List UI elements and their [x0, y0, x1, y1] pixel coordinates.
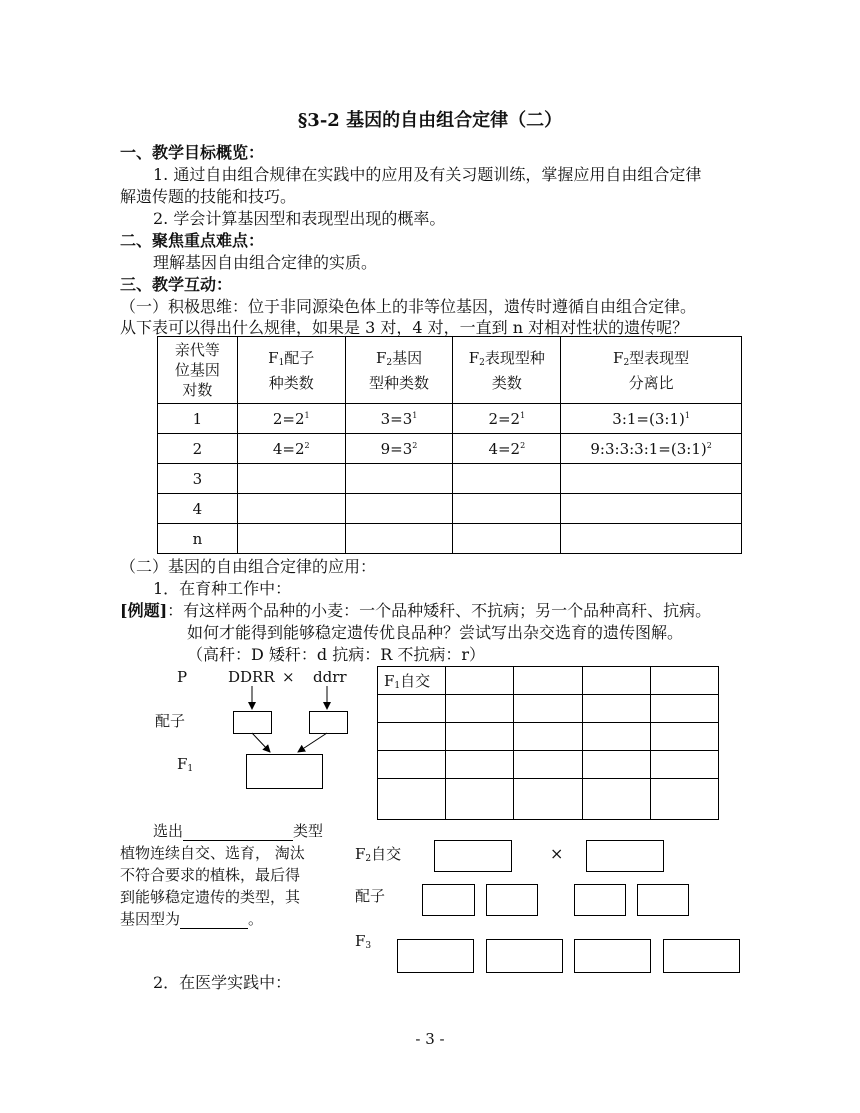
gamete-label-2: 配子 [355, 887, 386, 905]
cell-ratio: 9:3:3:3:1=(3:1)$^2$ [561, 434, 742, 464]
select-line2: 植物连续自交、选育， 淘汰 [120, 844, 305, 862]
grid-cell[interactable] [514, 723, 582, 751]
header-gene-pairs: 亲代等 位基因 对数 [158, 337, 238, 404]
header-f2-ratio: $F_2$型表现型 分离比 [561, 337, 742, 404]
cell-pairs: 4 [158, 494, 238, 524]
f2-box-left[interactable] [434, 840, 512, 872]
grid-cell[interactable] [378, 723, 446, 751]
grid-row [378, 723, 719, 751]
example-line3: （高秆：D 矮秆：d 抗病：R 不抗病：r） [187, 645, 486, 664]
grid-cell[interactable] [446, 667, 514, 695]
grid-cell[interactable] [514, 695, 582, 723]
grid-label: $F_1$自交 [378, 667, 446, 695]
f3-box[interactable] [397, 939, 474, 973]
select-line1: 选出 类型 [153, 822, 324, 840]
parent-ddrr: DDRR [228, 668, 275, 686]
f2-gamete-box[interactable] [637, 884, 689, 916]
example-line2: 如何才能得到能够稳定遗传优良品种？尝试写出杂交选育的遗传图解。 [187, 623, 684, 642]
grid-cell[interactable] [514, 751, 582, 779]
header-f1-gametes: $F_1$配子 种类数 [237, 337, 345, 404]
genotype-blank[interactable] [180, 912, 248, 929]
grid-cell[interactable] [650, 667, 718, 695]
cell-pairs: 1 [158, 404, 238, 434]
f3-box[interactable] [663, 939, 740, 973]
grid-cell[interactable] [514, 779, 582, 820]
cell-gametes: $2=2^1$ [237, 404, 345, 434]
section-heading-focus: 二、聚焦重点难点： [120, 231, 265, 250]
example-label: [例题] [120, 601, 168, 620]
grid-cell[interactable] [582, 723, 650, 751]
part1-line1: （一）积极思维：位于非同源染色体上的非等位基因，遗传时遵循自由组合定律。 [120, 297, 697, 316]
grid-cell[interactable] [446, 695, 514, 723]
f1-label: $F_1$ [177, 755, 194, 774]
cell-pairs: n [158, 524, 238, 554]
grid-cell[interactable] [582, 695, 650, 723]
select-line3: 不符合要求的植株，最后得 [120, 866, 301, 884]
grid-cell[interactable] [650, 723, 718, 751]
header-f2-genotypes: $F_2$基因 型种类数 [345, 337, 453, 404]
f2-gamete-box[interactable] [574, 884, 626, 916]
grid-cell[interactable] [446, 779, 514, 820]
cell-gametes: $4=2^2$ [237, 434, 345, 464]
grid-cell[interactable] [650, 751, 718, 779]
objective-item-2: 2. 学会计算基因型和表现型出现的概率。 [153, 209, 446, 228]
grid-cell[interactable] [378, 751, 446, 779]
select-line5: 基因型为 。 [120, 910, 264, 928]
section-heading-interaction: 三、教学互动： [120, 275, 233, 294]
f3-label: $F_3$ [355, 932, 372, 951]
select-type-blank[interactable] [183, 824, 293, 841]
grid-cell[interactable] [650, 695, 718, 723]
focus-text: 理解基因自由组合定律的实质。 [153, 253, 378, 272]
grid-cell[interactable] [446, 723, 514, 751]
example-line1: [例题]：有这样两个品种的小麦：一个品种矮秆、不抗病；另一个品种高秆、抗病。 [120, 601, 712, 620]
header-f2-phenotypes: $F_2$表现型种 类数 [453, 337, 561, 404]
f3-box[interactable] [486, 939, 563, 973]
cell-phenotypes: $2=2^1$ [453, 404, 561, 434]
grid-row [378, 667, 719, 695]
f3-box[interactable] [574, 939, 651, 973]
select-line4: 到能够稳定遗传的类型，其 [120, 888, 301, 906]
cell-phenotypes: $4=2^2$ [453, 434, 561, 464]
cell-ratio: 3:1=(3:1)$^1$ [561, 404, 742, 434]
grid-cell[interactable] [514, 667, 582, 695]
grid-cell[interactable] [378, 779, 446, 820]
objective-item-1-cont: 解遗传题的技能和技巧。 [120, 187, 297, 206]
cross-sign: × [282, 668, 295, 686]
parent-ddrr-recessive: ddrr [313, 668, 347, 686]
grid-row [378, 751, 719, 779]
page-number: - 3 - [415, 1030, 445, 1048]
grid-cell[interactable] [650, 779, 718, 820]
f2-gamete-box[interactable] [422, 884, 475, 916]
p-label: P [177, 668, 188, 686]
part1-line2: 从下表可以得出什么规律，如果是 3 对，4 对，一直到 n 对相对性状的遗传呢？ [120, 318, 689, 337]
f2-cross-sign: × [550, 844, 564, 863]
cell-pairs: 2 [158, 434, 238, 464]
cell-genotypes: $9=3^2$ [345, 434, 453, 464]
page-title: §3-2 基因的自由组合定律（二） [297, 110, 563, 131]
part2-heading: （二）基因的自由组合定律的应用： [120, 557, 377, 576]
f1-self-cross-grid [377, 666, 719, 820]
f2-gamete-box[interactable] [486, 884, 538, 916]
objective-item-1: 1. 通过自由组合规律在实践中的应用及有关习题训练，掌握应用自由组合定律 [153, 165, 702, 184]
grid-cell[interactable] [582, 779, 650, 820]
breeding-heading: 1．在育种工作中： [153, 579, 292, 598]
gamete-label: 配子 [155, 712, 186, 730]
medical-heading: 2．在医学实践中： [153, 973, 292, 992]
cell-genotypes: $3=3^1$ [345, 404, 453, 434]
grid-row [378, 695, 719, 723]
grid-cell[interactable] [378, 695, 446, 723]
f2-label: $F_2$自交 [355, 845, 402, 864]
grid-cell[interactable] [582, 751, 650, 779]
grid-row [378, 779, 719, 820]
grid-cell[interactable] [446, 751, 514, 779]
cell-pairs: 3 [158, 464, 238, 494]
section-heading-objectives: 一、教学目标概览： [120, 143, 265, 162]
grid-cell[interactable] [582, 667, 650, 695]
f2-box-right[interactable] [586, 840, 664, 872]
